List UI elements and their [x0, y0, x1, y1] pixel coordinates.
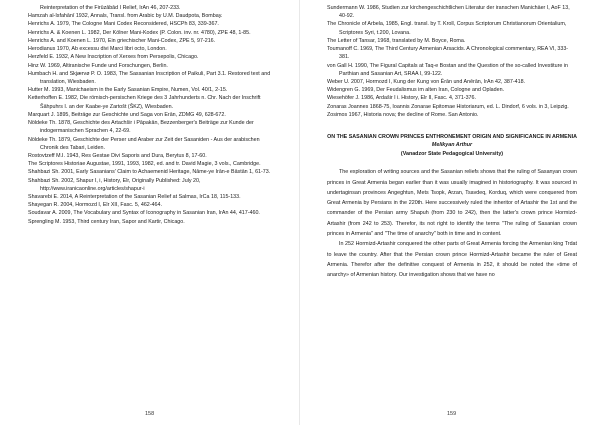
bibliography-entry: Herodianus 1970, Ab excessu divi Marci libri octo, London. — [28, 46, 167, 53]
article-author: Melikyan Arthur — [431, 142, 473, 149]
page-number-right: 159 — [447, 411, 457, 417]
bibliography-entry: The Chronicle of Arbela, 1985, Engl. transl. by T. Kroll, Corpus Scriptorum Christianorum Orientalium, Scriptores Syri, t.200, Lovana. — [327, 21, 567, 36]
bibliography-entry: Sundermann W. 1986, Studien zur kirchengeschichtlichen Literatur der iranschen Manichäer I, AoF 13, 40-92. — [327, 5, 570, 20]
bibliography-entry: Hamzah al-Isfahānī 1932, Annals, Transl. from Arabic by U.M. Daudpota, Bombay. — [28, 13, 223, 20]
bibliography-entry: Hinz W. 1969, Altiranische Funde und Forschungen, Berlin. — [28, 62, 168, 69]
bibliography-entry: Weber U. 2007, Hormozd I, Kung der Kung von Ērān und Anērān, IrAn 42, 387-418. — [327, 78, 526, 85]
bibliography-entry: Humbach H. and Skjærvø P. O. 1983, The Sassanian Inscription of Paikuli, Part 3.1. Restored text and translation, Wiesbaden. — [28, 70, 271, 85]
bibliography-entry: The Letter of Tansar, 1968, translated by M. Boyce, Roma. — [327, 37, 466, 44]
bibliography-entry: Rostovtzeff M.I. 1943, Res Gestae Divi Saporis and Dura, Berytus 8, 17-60. — [28, 152, 207, 159]
right-page — [327, 4, 577, 416]
bibliography-entry: Soudavar A. 2009, The Vocabulary and Syntax of Iconography in Sasanian Iran, IrAn 44, 417-460. — [28, 210, 260, 217]
bibliography-entry: Widengren G. 1969, Der Feudalismus im alten Iran, Cologne and Opladen. — [327, 87, 505, 94]
bibliography-entry: Henrichs A. & Koenen L. 1982, Der Kölner Mani-Kodex (P. Colon. inv. nr. 4780), ZPE 48, 1-85. — [28, 29, 251, 36]
bibliography-entry: Shahbazi Sh. 2001, Early Sasanians' Claim to Achaemenid Heritage, Nāme-ye Irān-e Bāstān 1, 61-73. — [28, 169, 271, 176]
bibliography-entry: Zosimos 1967, Historia nova; the decline of Rome. San Antonio. — [327, 111, 479, 118]
bibliography-entry: Herzfeld E. 1932, A New Inscription of Xerxes from Persepolis, Chicago. — [28, 54, 199, 61]
bibliography-entry: Ketterhoffen E. 1982, Die römisch-persischen Kriege des 3 Jahrhunderts n. Chr. Nach der Inschrift Šāhpuhrs I. an der Kaabe-ye Zartošt (ŠKZ), Wiesbaden. — [28, 95, 261, 110]
bibliography-entry: Shayegan R. 2004, Hormozd I, Elr XII, Fasc. 5, 462-464. — [28, 202, 162, 209]
bibliography-entry: The Scriptores Historiae Augustae, 1991, 1993, 1982, ed. and tr. David Magie, 3 vols., Cambridge. — [28, 161, 261, 168]
left-page — [28, 4, 275, 416]
bibliography-entry: Marquart J. 1895, Beiträge zur Geschichte und Saga von Erān, ZDMG 49, 628-672. — [28, 111, 226, 118]
bibliography-list-right — [327, 4, 577, 119]
article-paragraph: The exploration of writing sources and the Sasanian reliefs shows that the ruling of Sasanyan crown princes in Great Armenia began earlier than it was usually imagined in historiography. It was sourced in undertaginsan provinces Angeghtun, Mets Tsopk, Arzan, Tsavdeq, Korduq, which were conquered from Great Armenia by Persians in the 220th. Here successively ruled the inheritor of Artashir the 1st and the commander of the Persian army Shapuh (from 230 to 242), then the latter's crown prince Hormizd-Artashir (from 242 to 253). Therefor, its not right to identify the terms "The ruling of Sasanian crown princes in Armenia" and "The time of anarchy" both in time and in content. — [327, 169, 577, 238]
bibliography-entry: Sprengling M. 1953, Third century Iran, Sapor and Kartir, Chicago. — [28, 218, 185, 225]
bibliography-entry: Hutter M. 1993, Manichaeism in the Early Sasanian Empire, Numen, Vol. 40/1, 2-15. — [28, 87, 228, 94]
bibliography-entry: Zonaras Joannes 1868-75, Ioannis Zonarae Epitomae Historiarum, ed. L. Dindorf, 6 vols. in 3, Leipzig. — [327, 103, 569, 110]
bibliography-entry: Henrichs A. and Koenen L. 1970, Ein griechischer Mani-Codex, ZPE 5, 97-216. — [28, 37, 216, 44]
bibliography-list-left — [28, 4, 275, 226]
article-body — [327, 167, 577, 280]
bibliography-entry: Toumanoff C. 1969, The Third Century Armenian Arsacids. A Chronological commentary, REA VI, 333-381. — [327, 46, 569, 61]
article-title: ON THE SASANIAN CROWN PRINCES ENTHRONEMENT ORIGIN AND SIGNIFICANCE IN ARMENIA — [327, 134, 577, 141]
article-header — [327, 133, 577, 158]
bibliography-entry: Shavarebi E. 2014, A Reinterpretation of the Sasanian Relief at Salmas, IrCa 18, 115-133. — [28, 194, 241, 201]
page-gutter — [299, 0, 300, 425]
bibliography-entry: Shahbazi Sh. 2002, Shapur I, i, History, Elr, Originally Published: July 20, http://www.iranicaonline.org/articles/shapur-i — [28, 177, 201, 192]
article-paragraph: In 252 Hormizd-Artashir conquered the other parts of Great Armenia forcing the Armenian king Trdat to leave the country. After that the Persian crown prince Hormizd-Artashir became the ruler of Great Armenia. Therefor after the definitive conquest of Armenia in 252, it should be noted the «time of anarchy» of Armenian history. Our investigation shows that we have no — [327, 241, 577, 279]
bibliography-entry: Reinterpretation of the Firūzābād I Relief, IrAn 46, 207-233. — [40, 5, 181, 11]
bibliography-entry: Nöldeke Th. 1878, Geschichte des Artachšir i Pāpakān, Bezzenberger's Beiträge zur Kunde der indogermanischen Sprachen 4, 22-69. — [28, 120, 254, 135]
page-number-left: 158 — [145, 411, 155, 417]
bibliography-entry: Henrichs A. 1979, The Cologne Mani Codex Reconsidered, HSCPh 83, 339-367. — [28, 21, 219, 28]
bibliography-entry: Wiesehöfer J. 1986, Ardašir I i. History, Elr II, Fasc. 4, 371-376. — [327, 95, 476, 102]
bibliography-entry: Nöldeke Th. 1879, Geschichte der Perser und Araber zur Zeit der Sasaniden - Aus der arabischen Chronik des Tabari, Leiden. — [28, 136, 260, 151]
article-affiliation: (Vanadzor State Pedagogical University) — [400, 150, 504, 157]
bibliography-entry: von Gall H. 1990, The Figural Capitals at Taq-e Bostan and the Question of the so-called Investiture in Parthian and Sasanian Art, SRAA I, 99-122. — [327, 62, 569, 77]
